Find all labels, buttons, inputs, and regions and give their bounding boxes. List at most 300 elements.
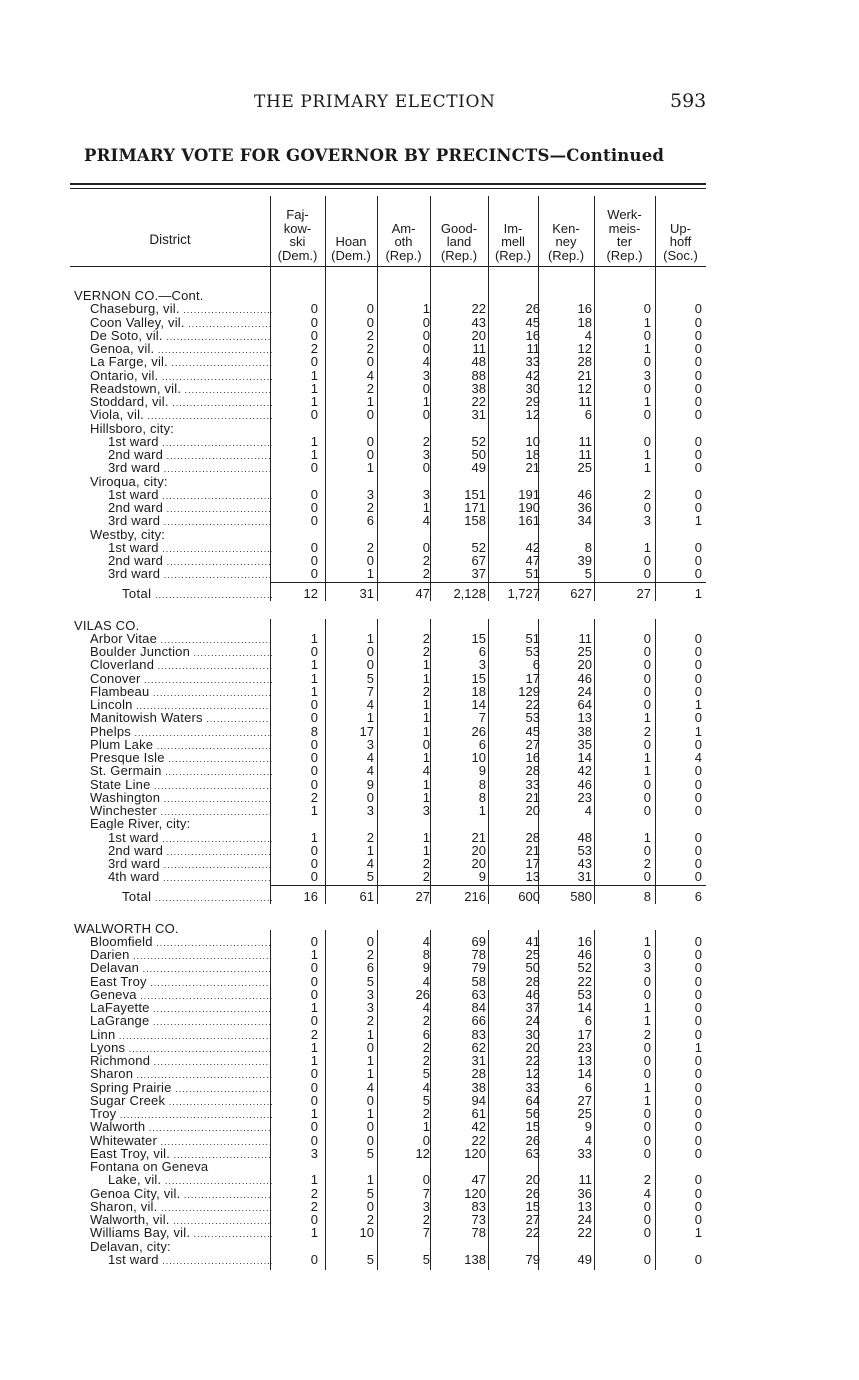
cell-value: 0 [694,710,702,726]
table-row [0,302,859,315]
cell-value: 1 [310,433,318,449]
cell-value: 20 [525,803,540,818]
table-row [0,685,859,698]
cell-value: 0 [366,644,374,659]
table-row [0,817,859,830]
cell-value: 0 [694,683,702,699]
cell-value: 0 [310,750,318,765]
table-row [0,567,859,580]
header-bottom-rule [70,266,706,267]
cell-value: 2 [310,1185,318,1201]
cell-value: 13 [577,710,592,726]
cell-value: 2 [366,1013,374,1029]
cell-value: 0 [366,553,374,568]
cell-value: 45 [525,723,540,739]
cell-value: 158 [464,513,486,529]
cell-value: 2 [310,789,318,805]
cell-value: 0 [694,314,702,330]
cell-value: 0 [422,341,430,356]
row-label: Viola, vil. ..... [90,408,272,423]
cell-value: 50 [525,960,540,976]
cell-value: 190 [518,500,540,515]
cell-value: 0 [643,566,651,582]
table-row [0,988,859,1001]
cell-value: 41 [525,933,540,949]
cell-value: 0 [694,367,702,383]
cell-value: 0 [366,314,374,330]
cell-value: 0 [694,1145,702,1161]
cell-value: 0 [643,1066,651,1082]
cell-value: 0 [694,1066,702,1082]
row-label: Sugar Creek ..... [90,1094,272,1109]
cell-value: 0 [643,1145,651,1161]
cell-value: 2 [422,869,430,885]
row-label: Darien ..... [90,948,272,963]
cell-value: 2 [422,433,430,449]
cell-value: 0 [694,341,702,356]
cell-value: 0 [422,1172,430,1188]
cell-value: 0 [694,1119,702,1135]
cell-value: 0 [643,1119,651,1135]
cell-value: 0 [643,869,651,885]
cell-value: 0 [366,933,374,949]
cell-value: 0 [643,327,651,343]
table-row [0,948,859,961]
cell-value: 0 [310,842,318,858]
cell-value: 7 [422,1225,430,1241]
table-title: PRIMARY VOTE FOR GOVERNOR BY PRECINCTS—Continued [84,146,665,165]
cell-value: 0 [310,973,318,989]
cell-value: 3 [366,986,374,1002]
cell-value: 0 [366,301,374,317]
cell-value: 0 [694,539,702,555]
row-label: Geneva ..... [90,988,272,1003]
column-header-district: District [149,232,191,247]
cell-value: 0 [643,683,651,699]
cell-value: 1 [694,1039,702,1055]
cell-value: 0 [366,447,374,462]
cell-value: 94 [471,1092,486,1108]
cell-value: 0 [643,1132,651,1148]
table-row [0,672,859,685]
table-row [0,1014,859,1027]
cell-value: 138 [464,1251,486,1267]
cell-value: 34 [577,513,592,529]
cell-value: 10 [471,750,486,765]
cell-value: 2 [422,1212,430,1227]
cell-value: 0 [694,630,702,646]
cell-value: 1 [310,829,318,845]
cell-value: 0 [310,697,318,712]
cell-value: 12 [415,1145,430,1161]
total-rule [270,582,706,583]
table-row [0,831,859,844]
cell-value: 1 [643,1079,651,1095]
row-label: Manitowish Waters ..... [90,711,272,726]
cell-value: 0 [310,710,318,726]
cell-value: 46 [577,670,592,686]
cell-value: 0 [694,644,702,659]
cell-value: 1 [422,829,430,845]
cell-value: 48 [577,829,592,845]
cell-value: 1 [422,710,430,726]
row-label: Richmond ..... [90,1054,272,1069]
cell-value: 2 [422,1039,430,1055]
cell-value: 28 [525,829,540,845]
cell-value: 36 [577,500,592,515]
cell-value: 580 [570,888,592,904]
cell-value: 62 [471,1039,486,1055]
cell-value: 1 [422,697,430,712]
cell-value: 31 [577,869,592,885]
cell-value: 52 [471,433,486,449]
cell-value: 1 [366,1053,374,1068]
cell-value: 0 [310,763,318,779]
cell-value: 4 [366,763,374,779]
row-label: East Troy ..... [90,975,272,990]
cell-value: 21 [577,367,592,383]
table-row [0,1213,859,1226]
row-label: La Farge, vil. ..... [90,355,272,370]
cell-value: 0 [694,433,702,449]
cell-value: 1 [422,301,430,317]
row-label: Delavan, city: [90,1239,171,1253]
row-label: East Troy, vil. ..... [90,1147,272,1162]
cell-value: 0 [310,986,318,1002]
cell-value: 3 [310,1145,318,1161]
cell-value: 1 [310,367,318,383]
cell-value: 0 [643,947,651,962]
row-label: Westby, city: [90,527,166,541]
cell-value: 0 [694,1212,702,1227]
table-row [0,975,859,988]
row-label: Coon Valley, vil. ..... [90,316,272,331]
cell-value: 83 [471,1026,486,1042]
cell-value: 0 [694,973,702,989]
cell-value: 0 [643,973,651,989]
row-label: Total ..... [122,587,272,602]
cell-value: 0 [694,1251,702,1267]
cell-value: 1 [366,842,374,858]
cell-value: 0 [643,644,651,659]
table-row [0,435,859,448]
cell-value: 47 [471,1172,486,1188]
running-title: THE PRIMARY ELECTION [254,92,496,112]
cell-value: 25 [577,644,592,659]
cell-value: 1 [422,500,430,515]
cell-value: 0 [422,539,430,555]
table-row [0,329,859,342]
cell-value: 7 [366,683,374,699]
cell-value: 0 [643,630,651,646]
row-label: Arbor Vitae ..... [90,632,272,647]
row-label: Hillsboro, city: [90,421,175,435]
table-row [0,1253,859,1266]
cell-value: 1 [643,1092,651,1108]
cell-value: 0 [310,1079,318,1095]
cell-value: 2 [310,1026,318,1042]
cell-value: 0 [643,789,651,805]
cell-value: 21 [525,789,540,805]
row-label: 1st ward ..... [108,831,272,846]
row-label: Washington ..... [90,791,272,806]
cell-value: 27 [525,1212,540,1227]
cell-value: 31 [471,407,486,423]
cell-value: 4 [422,354,430,370]
cell-value: 2 [422,1053,430,1068]
cell-value: 2 [643,1172,651,1188]
cell-value: 0 [694,1026,702,1042]
cell-value: 69 [471,933,486,949]
cell-value: 42 [525,539,540,555]
cell-value: 51 [525,630,540,646]
cell-value: 1 [422,842,430,858]
page-number: 593 [670,90,707,112]
table-top-rule [70,183,706,185]
cell-value: 37 [471,566,486,582]
cell-value: 1 [422,789,430,805]
row-label: 2nd ward ..... [108,448,272,463]
cell-value: 13 [525,869,540,885]
cell-value: 1 [422,776,430,792]
cell-value: 3 [643,960,651,976]
table-row [0,422,859,435]
row-label: Plum Lake ..... [90,738,272,753]
cell-value: 0 [694,1053,702,1068]
row-label: LaGrange ..... [90,1014,272,1029]
cell-value: 28 [577,354,592,370]
cell-value: 0 [310,933,318,949]
cell-value: 0 [694,486,702,502]
cell-value: 0 [310,1132,318,1148]
cell-value: 3 [422,803,430,818]
cell-value: 0 [310,776,318,792]
cell-value: 42 [525,367,540,383]
row-label: Lyons ..... [90,1041,272,1056]
cell-value: 33 [525,776,540,792]
cell-value: 46 [525,986,540,1002]
cell-value: 16 [303,888,318,904]
row-label: Bloomfield ..... [90,935,272,950]
cell-value: 24 [577,1212,592,1227]
cell-value: 13 [577,1053,592,1068]
table-row [0,1120,859,1133]
row-label: 3rd ward ..... [108,514,272,529]
cell-value: 14 [577,1000,592,1015]
cell-value: 0 [694,1092,702,1108]
cell-value: 1 [643,1000,651,1015]
cell-value: 0 [310,566,318,582]
cell-value: 16 [525,750,540,765]
row-label: St. Germain ..... [90,764,272,779]
cell-value: 22 [471,394,486,409]
cell-value: 120 [464,1185,486,1201]
row-label: 1st ward ..... [108,1253,272,1268]
cell-value: 0 [422,460,430,476]
cell-value: 6 [584,1079,592,1095]
cell-value: 0 [310,1092,318,1108]
cell-value: 22 [525,697,540,712]
cell-value: 1 [643,314,651,330]
cell-value: 0 [310,856,318,871]
cell-value: 0 [310,407,318,423]
cell-value: 6 [584,407,592,423]
cell-value: 0 [366,433,374,449]
cell-value: 2 [643,856,651,871]
cell-value: 1 [366,1172,374,1188]
table-row [0,554,859,567]
cell-value: 15 [525,1198,540,1214]
table-row [0,475,859,488]
cell-value: 43 [577,856,592,871]
cell-value: 21 [525,842,540,858]
cell-value: 51 [525,566,540,582]
row-label: Chaseburg, vil. ..... [90,302,272,317]
cell-value: 64 [525,1092,540,1108]
cell-value: 47 [415,585,430,601]
cell-value: 53 [525,710,540,726]
cell-value: 600 [518,888,540,904]
cell-value: 12 [525,407,540,423]
row-label: 1st ward ..... [108,541,272,556]
cell-value: 1 [643,763,651,779]
table-row [0,1081,859,1094]
cell-value: 0 [366,407,374,423]
cell-value: 1 [310,630,318,646]
cell-value: 0 [694,829,702,845]
cell-value: 0 [310,513,318,529]
cell-value: 10 [359,1225,374,1241]
cell-value: 46 [577,947,592,962]
table-row [0,1054,859,1067]
cell-value: 13 [577,1198,592,1214]
cell-value: 0 [366,657,374,673]
cell-value: 6 [366,513,374,529]
cell-value: 8 [643,888,651,904]
cell-value: 84 [471,1000,486,1015]
cell-value: 18 [471,683,486,699]
cell-value: 28 [471,1066,486,1082]
cell-value: 4 [694,750,702,765]
row-label: Winchester ..... [90,804,272,819]
cell-value: 38 [471,1079,486,1095]
cell-value: 1 [366,1066,374,1082]
cell-value: 0 [643,1251,651,1267]
row-label: Phelps ..... [90,725,272,740]
cell-value: 3 [366,736,374,752]
row-label: 3rd ward ..... [108,857,272,872]
cell-value: 2 [422,566,430,582]
cell-value: 1 [310,1106,318,1121]
table-row [0,1240,859,1253]
cell-value: 0 [643,736,651,752]
cell-value: 0 [643,1212,651,1227]
cell-value: 11 [472,341,486,356]
cell-value: 23 [577,1039,592,1055]
row-label: 2nd ward ..... [108,554,272,569]
row-label: Sharon, vil. ..... [90,1200,272,1215]
cell-value: 0 [694,986,702,1002]
column-header: Ken- ney (Rep.) [547,220,585,263]
cell-value: 0 [422,380,430,396]
cell-value: 0 [310,1251,318,1267]
table-row [0,804,859,817]
cell-value: 120 [464,1145,486,1161]
total-row [0,587,859,600]
cell-value: 8 [584,539,592,555]
cell-value: 4 [584,803,592,818]
row-label: Sharon ..... [90,1067,272,1082]
cell-value: 0 [694,789,702,805]
cell-value: 0 [643,986,651,1002]
cell-value: 20 [525,1172,540,1188]
cell-value: 2 [366,947,374,962]
table-row [0,844,859,857]
cell-value: 1 [422,670,430,686]
cell-value: 23 [577,789,592,805]
table-row [0,408,859,421]
row-label: 1st ward ..... [108,435,272,450]
cell-value: 1 [366,394,374,409]
cell-value: 0 [643,433,651,449]
cell-value: 16 [525,327,540,343]
row-label: VILAS CO. [74,618,140,632]
cell-value: 0 [694,1000,702,1015]
cell-value: 25 [577,1106,592,1121]
cell-value: 78 [471,1225,486,1241]
cell-value: 25 [525,947,540,962]
cell-value: 1 [478,803,486,818]
cell-value: 5 [366,1185,374,1201]
cell-value: 58 [471,973,486,989]
cell-value: 17 [577,1026,592,1042]
cell-value: 0 [694,354,702,370]
table-row [0,541,859,554]
cell-value: 10 [525,433,540,449]
cell-value: 1 [366,630,374,646]
cell-value: 0 [310,301,318,317]
cell-value: 61 [359,888,374,904]
cell-value: 0 [694,380,702,396]
cell-value: 8 [422,947,430,962]
cell-value: 4 [366,856,374,871]
cell-value: 11 [578,447,592,462]
cell-value: 2 [366,829,374,845]
cell-value: 0 [694,670,702,686]
cell-value: 22 [525,1053,540,1068]
cell-value: 1 [310,657,318,673]
cell-value: 1 [643,710,651,726]
table-row [0,711,859,724]
cell-value: 12 [577,380,592,396]
row-label: Fontana on Geneva [90,1160,209,1173]
table-row [0,751,859,764]
row-label: Eagle River, city: [90,817,191,831]
column-header: Good- land (Rep.) [440,220,478,263]
cell-value: 9 [478,869,486,885]
cell-value: 42 [577,763,592,779]
cell-value: 3 [422,1198,430,1214]
row-label: 2nd ward ..... [108,844,272,859]
cell-value: 1 [694,697,702,712]
cell-value: 0 [310,736,318,752]
cell-value: 7 [478,710,486,726]
cell-value: 0 [694,566,702,582]
total-rule [270,885,706,886]
cell-value: 6 [366,960,374,976]
cell-value: 4 [366,367,374,383]
cell-value: 0 [310,354,318,370]
